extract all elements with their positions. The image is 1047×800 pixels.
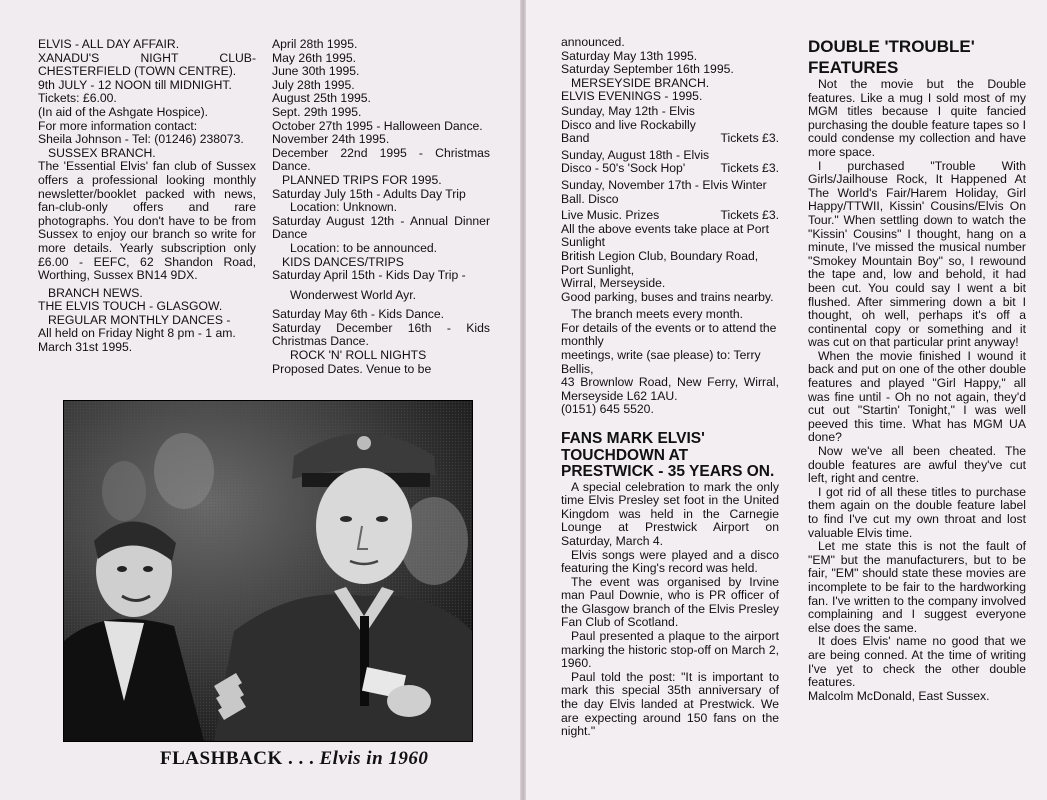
phone-line: (0151) 645 5520. — [561, 402, 654, 417]
charity-line: (In aid of the Ashgate Hospice). — [38, 104, 209, 119]
photo-caption — [160, 748, 428, 770]
event-title: ELVIS - ALL DAY AFFAIR. — [38, 37, 180, 51]
article-paragraph: I got rid of all these titles to purchase them again on the double feature label to find I've cut my own throat and lost valuable Elvis time. — [808, 484, 1026, 540]
section-heading-branch-news: BRANCH NEWS. — [48, 285, 143, 300]
dance-date: May 26th 1995. — [272, 50, 357, 65]
article-paragraph: Not the movie but the Double features. Like a mug I sold most of my MGM titles because I quite fancied purchasing the double feature tapes so I could condense my collection and have more space. — [808, 77, 1026, 159]
trip-line: Saturday July 15th - Adults Day Trip — [272, 186, 466, 201]
venue-line: XANADU'S NIGHT CLUB-CHESTERFIELD (TOWN CENTRE). — [38, 50, 256, 79]
caption-main: FLASHBACK . . . — [160, 748, 315, 769]
author-signature: Malcolm McDonald, East Sussex. — [808, 688, 990, 703]
tickets-line: Tickets: £6.00. — [38, 91, 117, 106]
subheading-elvis-touch: THE ELVIS TOUCH - GLASGOW. — [38, 299, 223, 314]
venue-info: Wirral, Merseyside. — [561, 276, 666, 291]
meeting-info: For details of the events or to attend the monthly — [561, 320, 777, 349]
elvis-photo-illustration — [64, 401, 472, 741]
section-heading-rock-n-roll: ROCK 'N' ROLL NIGHTS — [290, 348, 427, 363]
trip-location: Location: Unknown. — [290, 200, 398, 215]
contact-label: For more information contact: — [38, 118, 198, 133]
event-description: Live Music. Prizes — [561, 208, 660, 223]
venue-info: All the above events take place at Port Sunlight — [561, 221, 769, 250]
article-paragraph: Paul presented a plaque to the airport marking the historic stop-off on March 2, 1960. — [561, 629, 779, 671]
dance-date: April 28th 1995. — [272, 37, 358, 51]
trip-location: Location: to be announced. — [290, 240, 438, 255]
right-column-2 — [808, 36, 1026, 703]
contact-line: Sheila Johnson - Tel: (01246) 238073. — [38, 132, 244, 147]
proposed-dates-line: Proposed Dates. Venue to be — [272, 361, 432, 376]
left-column-1 — [38, 38, 256, 355]
address-line: 43 Brownlow Road, New Ferry, Wirral, Merseyside L62 1AU. — [561, 375, 779, 403]
meeting-info: The branch meets every month. — [571, 307, 744, 322]
section-heading-sussex: SUSSEX BRANCH. — [48, 145, 156, 160]
event-description: Sunday, November 17th - Elvis Winter Ball. Disco — [561, 177, 767, 206]
article-paragraph: Paul told the post: "It is important to mark this special 35th anniversary of the day Elvis landed at Prestwick. We are expecting around 150 fans on the night." — [561, 669, 779, 739]
event-price: Tickets £3. — [720, 161, 779, 176]
article-paragraph: Elvis songs were played and a disco featuring the King's record was held. — [561, 547, 779, 576]
section-heading-elvis-evenings: ELVIS EVENINGS - 1995. — [561, 89, 703, 104]
right-column-1 — [561, 36, 779, 739]
left-column-2 — [272, 38, 490, 376]
event-price: Tickets £3. — [720, 131, 779, 146]
dance-date: March 31st 1995. — [38, 340, 133, 355]
dance-date: December 22nd 1995 - Christmas Dance. — [272, 145, 490, 174]
date-line: 9th JULY - 12 NOON till MIDNIGHT. — [38, 77, 232, 92]
event-description: Sunday, August 18th - Elvis Disco - 50's 'Sock Hop' — [561, 147, 710, 176]
sussex-paragraph: The 'Essential Elvis' fan club of Sussex offers a professional looking monthly newsletter/booklet packed with news, fan-club-only offers and rare photographs. You don't have to be from Sussex to enjoy our branch so write for more details. Yearly subscription only £6.00 - EEFC, 62 Shandon Road, Worthing, Sussex BN14 9DX. — [38, 159, 256, 283]
article-paragraph: The event was organised by Irvine man Paul Downie, who is PR officer of the Glasgow branch of the Elvis Presley Fan Club of Scotland. — [561, 574, 779, 630]
section-heading-planned-trips: PLANNED TRIPS FOR 1995. — [282, 172, 442, 187]
event-item — [561, 209, 779, 223]
venue-info: Good parking, buses and trains nearby. — [561, 289, 774, 304]
page-gutter — [520, 0, 526, 800]
subheading-monthly-dances: REGULAR MONTHLY DANCES - — [48, 312, 231, 327]
trip-line: Saturday August 12th - Annual Dinner Dance — [272, 213, 490, 242]
trip-line: Saturday April 15th - Kids Day Trip - — [272, 268, 466, 283]
event-item — [561, 105, 779, 146]
article-paragraph: A special celebration to mark the only time Elvis Presley set foot in the United Kingdom was held in the Carnegie Lounge at Prestwick Airport on Saturday, March 4. — [561, 479, 779, 548]
date-line: Saturday May 13th 1995. — [561, 48, 698, 63]
flashback-photo — [63, 400, 473, 742]
dance-date: October 27th 1995 - Halloween Dance. — [272, 118, 483, 133]
section-heading-merseyside: MERSEYSIDE BRANCH. — [571, 75, 710, 90]
event-price: Tickets £3. — [720, 208, 779, 223]
article-paragraph: It does Elvis' name no good that we are being conned. At the time of writing I've yet to check the other double features. — [808, 634, 1026, 690]
article-paragraph: When the movie finished I wound it back and put on one of the other double features and played "Girl Happy," all was fine until - Oh no not again, they'd cut out "Startin' Tonight," I was well peeved this time. What has MGM UA done? — [808, 348, 1026, 445]
article-heading-prestwick: FANS MARK ELVIS' TOUCHDOWN AT PRESTWICK - 35 YEARS ON. — [561, 430, 775, 481]
dance-date: July 28th 1995. — [272, 77, 355, 92]
event-item — [561, 179, 779, 206]
dance-date: November 24th 1995. — [272, 132, 390, 147]
venue-info: British Legion Club, Boundary Road, Port Sunlight, — [561, 248, 759, 277]
section-heading-kids: KIDS DANCES/TRIPS — [282, 254, 404, 269]
trip-line: Saturday May 6th - Kids Dance. — [272, 307, 445, 322]
trip-line: Saturday December 16th - Kids Christmas Dance. — [272, 320, 490, 349]
dance-date: Sept. 29th 1995. — [272, 104, 362, 119]
article-paragraph: Now we've all been cheated. The double features are awful they've cut left, right and centre. — [808, 444, 1026, 486]
article-heading-double-trouble: DOUBLE 'TROUBLE' FEATURES — [808, 37, 975, 77]
date-line: Saturday September 16th 1995. — [561, 62, 734, 77]
event-description: Sunday, May 12th - Elvis Disco and live Rockabilly Band — [561, 103, 696, 146]
meeting-info: meetings, write (sae please) to: Terry Bellis, — [561, 348, 761, 376]
caption-italic: Elvis in 1960 — [319, 748, 429, 769]
dance-date: June 30th 1995. — [272, 64, 360, 79]
article-paragraph: I purchased "Trouble With Girls/Jailhouse Rock, It Happened At The World's Fair/Harem Holiday, Girl Happy/TTWII, Kissin' Cousins/Elvis On Tour." When settling down to watch the "Kissin' Cousins" I thought, hang on a minute, I've missed the musical number "Smokey Mountain Boy" so, I rewound the tape and, low and behold, it had been cut. You could say I went a bit flushed. After simmering down a bit I thought, oh well, perhaps it's off a continental copy or something and it was cut on that particular print anyway! — [808, 158, 1026, 350]
dance-date: August 25th 1995. — [272, 91, 371, 106]
dance-time-line: All held on Friday Night 8 pm - 1 am. — [38, 326, 236, 341]
article-paragraph: Let me state this is not the fault of "EM" but the manufacturers, but to be fair, "EM" should state these movies are incomplete to be fair to the hardworking fan. I've written to the company involved complaining and I suggest everyone else does the same. — [808, 539, 1026, 635]
trip-location: Wonderwest World Ayr. — [290, 287, 416, 302]
event-item — [561, 149, 779, 176]
announced-line: announced. — [561, 35, 625, 49]
